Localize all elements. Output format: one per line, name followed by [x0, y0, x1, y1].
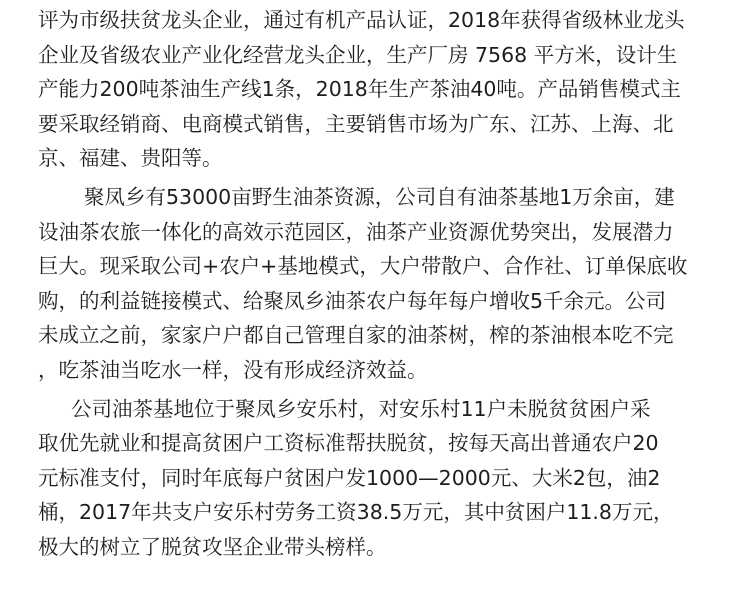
- paragraph-1-line-4: 要采取经销商、电商模式销售，主要销售市场为广东、江苏、上海、北: [38, 111, 674, 136]
- paragraph-3-line-5: 极大的树立了脱贫攻坚企业带头榜样。: [38, 534, 387, 559]
- paragraph-1-line-1: 评为市级扶贫龙头企业，通过有机产品认证，2018年获得省级林业龙头: [38, 8, 685, 32]
- paragraph-2-line-6: ，吃茶油当吃水一样，没有形成经济效益。: [38, 357, 428, 382]
- paragraph-1-line-2: 企业及省级农业产业化经营龙头企业，生产厂房 7568 平方米，设计生: [38, 42, 678, 67]
- paragraph-3-line-1: 公司油茶基地位于聚凤乡安乐村，对安乐村11户未脱贫贫困户采: [71, 396, 651, 421]
- paragraph-2-line-2: 设油茶农旅一体化的高效示范园区，油茶产业资源优势突出，发展潜力: [38, 219, 674, 244]
- paragraph-3-line-2: 取优先就业和提高贫困户工资标准帮扶脱贫，按每天高出普通农户20: [38, 431, 659, 456]
- paragraph-3-line-3: 元标准支付，同时年底每户贫困户发1000—2000元、大米2包，油2: [38, 465, 661, 490]
- paragraph-1-line-3: 产能力200吨茶油生产线1条，2018年生产茶油40吨。产品销售模式主: [38, 77, 681, 102]
- document-body: [38, 0, 714, 565]
- paragraph-2-line-4: 购，的利益链接模式、给聚凤乡油茶农户每年每户增收5千余元。公司: [38, 288, 667, 313]
- paragraph-2-line-1: 聚凤乡有53000亩野生油茶资源，公司自有油茶基地1万余亩，建: [84, 184, 675, 209]
- paragraph-1-line-5: 京、福建、贵阳等。: [38, 146, 223, 171]
- paragraph-2-line-5: 未成立之前，家家户户都自己管理自家的油茶树，榨的茶油根本吃不完: [38, 323, 674, 348]
- paragraph-2-line-3: 巨大。现采取公司+农户+基地模式，大户带散户、合作社、订单保底收: [38, 254, 688, 279]
- paragraph-3-line-4: 桶，2017年共支户安乐村劳务工资38.5万元，其中贫困户11.8万元，: [38, 500, 674, 525]
